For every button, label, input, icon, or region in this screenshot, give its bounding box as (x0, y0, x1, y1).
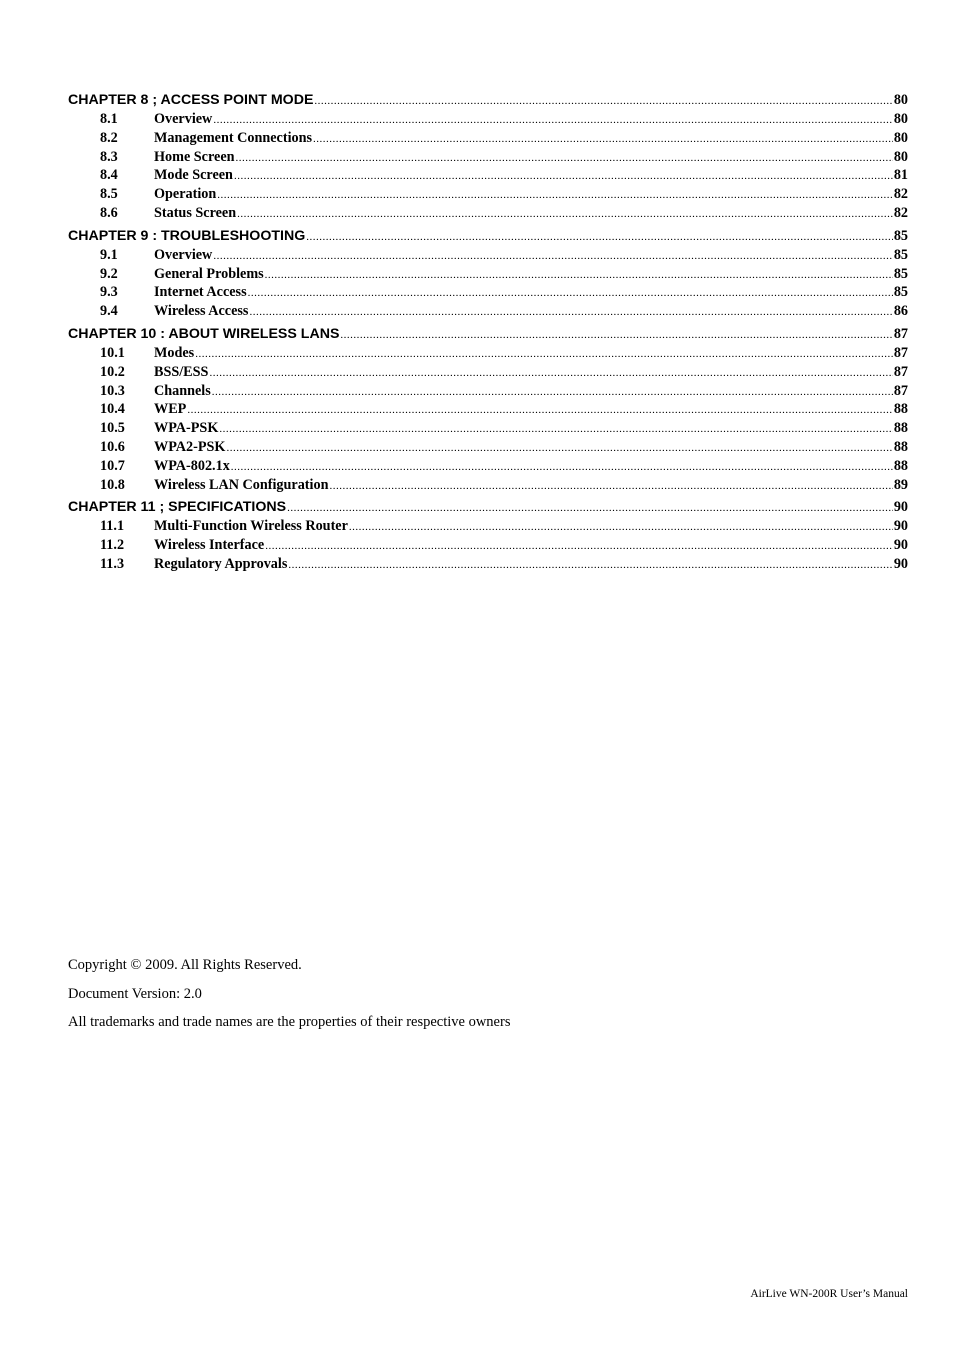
toc-chapter-entry[interactable] (68, 90, 908, 110)
toc-section-title: Regulatory Approvals (154, 555, 288, 572)
toc-dot-leader (226, 439, 892, 458)
toc-chapter-title: CHAPTER 9 : TROUBLESHOOTING (68, 227, 306, 244)
toc-section-entry[interactable] (68, 110, 908, 129)
toc-section-number: 11.2 (100, 537, 125, 554)
toc-section-entry[interactable] (68, 129, 908, 148)
toc-section-title: Internet Access (154, 284, 247, 301)
table-of-contents (68, 90, 908, 574)
toc-chapter-title: CHAPTER 11 ; SPECIFICATIONS (68, 499, 287, 516)
toc-section-title: Operation (154, 186, 217, 203)
toc-section-number: 11.3 (100, 555, 125, 572)
document-version: Document Version: 2.0 (68, 985, 202, 1002)
toc-section-entry[interactable] (68, 476, 908, 495)
toc-section-number: 10.1 (100, 344, 125, 361)
toc-page-number: 82 (893, 186, 908, 203)
toc-section-entry[interactable] (68, 419, 908, 438)
toc-section-entry[interactable] (68, 283, 908, 302)
toc-section-number: 10.2 (100, 363, 125, 380)
toc-section-number: 10.6 (100, 438, 125, 455)
toc-chapter-entry[interactable] (68, 497, 908, 517)
toc-section-number: 11.1 (100, 518, 125, 535)
toc-chapter (68, 90, 908, 223)
toc-section-entry[interactable] (68, 555, 908, 574)
toc-page-number: 88 (893, 420, 908, 437)
toc-section-title: Wireless Access (154, 303, 249, 320)
toc-section-entry[interactable] (68, 246, 908, 265)
toc-page-number: 87 (893, 382, 908, 399)
toc-section-entry[interactable] (68, 400, 908, 419)
toc-page-number: 85 (893, 246, 908, 263)
toc-dot-leader (340, 325, 892, 345)
toc-page-number: 88 (893, 457, 908, 474)
toc-section-number: 8.6 (100, 204, 118, 221)
toc-section-title: WPA2-PSK (154, 438, 226, 455)
toc-dot-leader (265, 266, 893, 285)
copyright-text: Copyright © 2009. All Rights Reserved. (68, 957, 302, 973)
toc-section-number: 9.4 (100, 303, 118, 320)
toc-section-title: General Problems (154, 265, 264, 282)
toc-dot-leader (213, 111, 893, 130)
toc-page-number: 87 (893, 363, 908, 380)
toc-section-title: Overview (154, 246, 213, 263)
toc-page-number: 81 (893, 167, 908, 184)
toc-section-entry[interactable] (68, 438, 908, 457)
toc-page-number: 88 (893, 438, 908, 455)
toc-page-number: 85 (893, 265, 908, 282)
toc-dot-leader (287, 498, 893, 518)
toc-section-entry[interactable] (68, 302, 908, 321)
toc-section-title: Mode Screen (154, 167, 233, 184)
toc-dot-leader (249, 303, 892, 322)
toc-section-entry[interactable] (68, 204, 908, 223)
toc-dot-leader (314, 91, 892, 111)
toc-dot-leader (231, 458, 893, 477)
toc-dot-leader (265, 537, 893, 556)
toc-section-title: Channels (154, 382, 211, 399)
toc-page-number: 88 (893, 401, 908, 418)
toc-section-entry[interactable] (68, 166, 908, 185)
toc-section-entry[interactable] (68, 363, 908, 382)
toc-dot-leader (288, 556, 892, 575)
toc-dot-leader (349, 518, 893, 537)
toc-section-number: 8.1 (100, 111, 118, 127)
toc-section-number: 8.5 (100, 186, 118, 203)
toc-section-entry[interactable] (68, 457, 908, 476)
toc-section-title: BSS/ESS (154, 363, 209, 380)
toc-page-number: 80 (893, 129, 908, 146)
toc-dot-leader (187, 401, 892, 420)
toc-dot-leader (219, 420, 892, 439)
toc-chapter (68, 226, 908, 321)
toc-section-entry[interactable] (68, 185, 908, 204)
toc-page-number: 85 (893, 284, 908, 301)
toc-section-entry[interactable] (68, 148, 908, 167)
toc-chapter (68, 497, 908, 573)
toc-section-number: 10.3 (100, 382, 125, 399)
toc-section-number: 8.3 (100, 148, 118, 165)
toc-dot-leader (313, 130, 893, 149)
toc-section-title: Wireless LAN Configuration (154, 476, 329, 493)
toc-page-number: 80 (893, 92, 908, 108)
toc-section-number: 9.3 (100, 284, 118, 301)
toc-dot-leader (195, 345, 893, 364)
toc-section-number: 8.4 (100, 167, 118, 184)
toc-chapter-entry[interactable] (68, 324, 908, 344)
toc-page-number: 89 (893, 476, 908, 493)
toc-section-title: Overview (154, 111, 213, 127)
toc-section-number: 10.7 (100, 457, 125, 474)
toc-page-number: 90 (893, 555, 908, 572)
toc-section-title: WPA-PSK (154, 420, 219, 437)
toc-chapter-title: CHAPTER 8 ; ACCESS POINT MODE (68, 92, 314, 108)
toc-dot-leader (213, 247, 893, 266)
toc-page-number: 87 (893, 325, 908, 342)
toc-dot-leader (248, 284, 893, 303)
toc-dot-leader (306, 227, 893, 247)
toc-page-number: 80 (893, 148, 908, 165)
toc-section-entry[interactable] (68, 382, 908, 401)
toc-chapter-title: CHAPTER 10 : ABOUT WIRELESS LANS (68, 325, 340, 342)
toc-section-title: Management Connections (154, 129, 313, 146)
toc-section-title: WPA-802.1x (154, 457, 230, 474)
trademark-notice: All trademarks and trade names are the properties of their respective owners (68, 1014, 511, 1030)
toc-section-number: 9.2 (100, 265, 118, 282)
toc-section-entry[interactable] (68, 344, 908, 363)
toc-chapter (68, 324, 908, 494)
toc-page-number: 87 (893, 344, 908, 361)
toc-page-number: 85 (893, 227, 908, 244)
toc-dot-leader (212, 383, 893, 402)
toc-page-number: 86 (893, 303, 908, 320)
toc-section-number: 9.1 (100, 246, 118, 263)
toc-page-number: 90 (893, 518, 908, 535)
toc-section-title: Modes (154, 344, 195, 361)
toc-dot-leader (234, 167, 893, 186)
toc-section-title: Multi-Function Wireless Router (154, 518, 348, 535)
toc-section-title: Home Screen (154, 148, 235, 165)
toc-dot-leader (329, 477, 892, 496)
page-footer: AirLive WN-200R User’s Manual (750, 1288, 908, 1300)
toc-section-number: 10.8 (100, 476, 125, 493)
toc-section-entry[interactable] (68, 517, 908, 536)
toc-section-title: Status Screen (154, 204, 237, 221)
toc-section-number: 8.2 (100, 129, 118, 146)
toc-dot-leader (237, 205, 893, 224)
toc-dot-leader (236, 149, 893, 168)
toc-section-entry[interactable] (68, 265, 908, 284)
toc-chapter-entry[interactable] (68, 226, 908, 246)
toc-section-title: Wireless Interface (154, 537, 265, 554)
toc-section-number: 10.4 (100, 401, 125, 418)
toc-page-number: 82 (893, 204, 908, 221)
toc-page-number: 90 (893, 499, 908, 516)
toc-section-title: WEP (154, 401, 187, 418)
toc-dot-leader (209, 364, 892, 383)
toc-section-number: 10.5 (100, 420, 125, 437)
legal-notice (68, 953, 510, 1039)
toc-dot-leader (217, 186, 893, 205)
toc-page-number: 90 (893, 537, 908, 554)
toc-page-number: 80 (893, 111, 908, 127)
toc-section-entry[interactable] (68, 536, 908, 555)
